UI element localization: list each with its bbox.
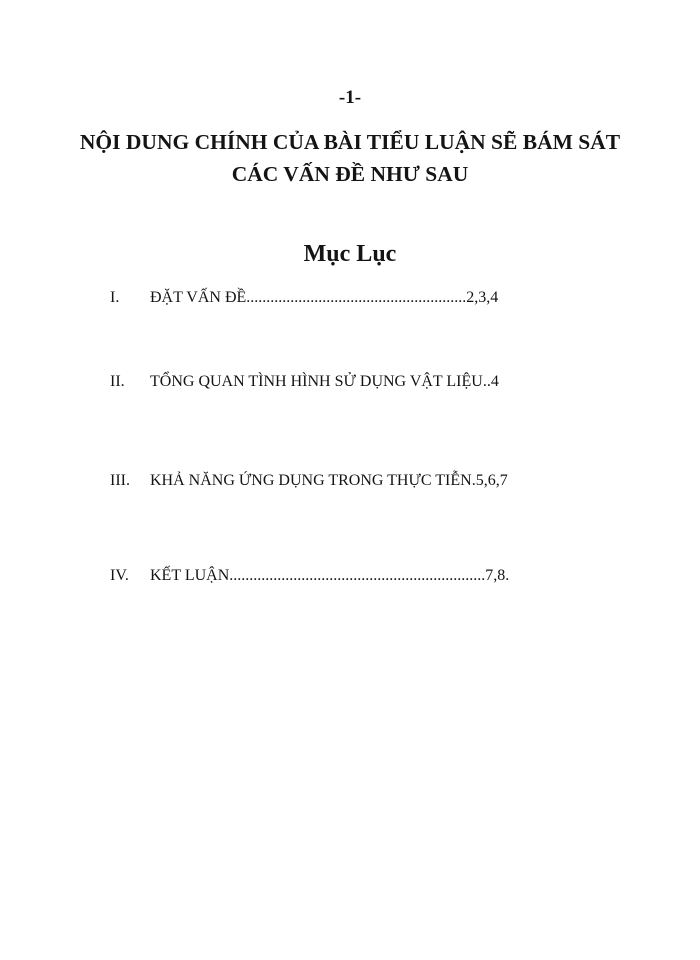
toc-item-text: KHẢ NĂNG ỨNG DỤNG TRONG THỰC TIỄN.5,6,7 — [150, 472, 508, 489]
toc-item-4 — [110, 566, 509, 586]
toc-item-numeral: I. — [110, 289, 120, 306]
page-number: -1- — [338, 87, 362, 108]
toc-item-numeral: II. — [110, 373, 125, 390]
toc-item-numeral: IV. — [110, 567, 129, 584]
toc-item-3 — [110, 471, 508, 491]
document-title-line-1: NỘI DUNG CHÍNH CỦA BÀI TIỂU LUẬN SẼ BÁM SÁT — [79, 130, 621, 154]
toc-item-text: TỔNG QUAN TÌNH HÌNH SỬ DỤNG VẬT LIỆU..4 — [150, 373, 499, 390]
toc-item-numeral: III. — [110, 472, 130, 489]
document-title — [0, 126, 700, 190]
document-title-line-2: CÁC VẤN ĐỀ NHƯ SAU — [231, 162, 469, 186]
toc-item-text: KẾT LUẬN................................................................7,8. — [150, 567, 510, 584]
toc-item-2 — [110, 372, 499, 392]
toc-item-1 — [110, 288, 498, 308]
table-of-contents-heading: Mục Lục — [303, 241, 397, 267]
toc-item-text: ĐẶT VẤN ĐỀ.......................................................2,3,4 — [150, 289, 499, 306]
